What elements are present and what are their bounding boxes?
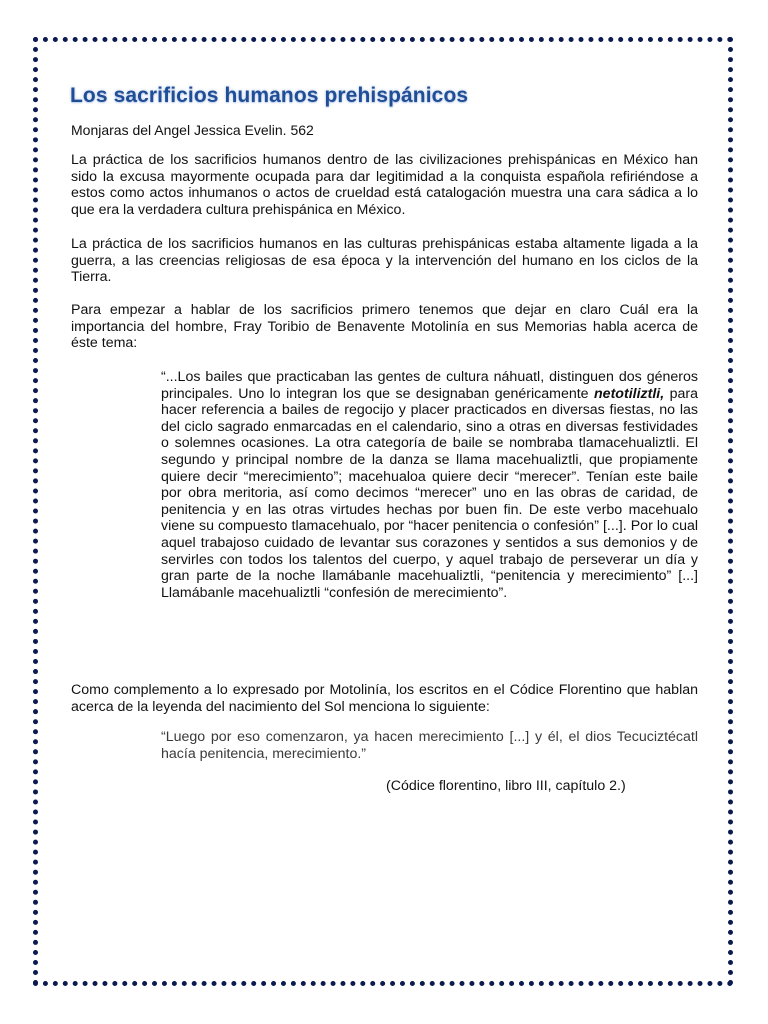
paragraph-war-religion: La práctica de los sacrificios humanos en las culturas prehispánicas estaba altamente ligada a la guerra, a las creencias religiosas de esa época y la intervención del humano en los ciclos de la Tierra. xyxy=(71,236,698,286)
document-title: Los sacrificios humanos prehispánicos xyxy=(70,84,469,107)
author-line: Monjaras del Angel Jessica Evelin. 562 xyxy=(71,122,314,138)
citation-codice: (Códice florentino, libro III, capítulo 2.) xyxy=(386,778,626,794)
paragraph-motolinia: Para empezar a hablar de los sacrificios primero tenemos que dejar en claro Cuál era la importancia del hombre, Fray Toribio de Benavente Motolinía en sus Memorias habla acerca de éste tema: xyxy=(71,302,698,352)
quote-motolinia-part1: “...Los bailes que practicaban las gentes de cultura náhuatl, distinguen dos géneros principales. Uno lo integran los que se designaban genéricamente xyxy=(161,369,698,402)
quote-motolinia xyxy=(161,369,698,601)
quote-emphasis-netotiliztli: netotiliztli, xyxy=(594,385,665,402)
paragraph-intro: La práctica de los sacrificios humanos dentro de las civilizaciones prehispánicas en México han sido la excusa mayormente ocupada para dar legitimidad a la conquista española refiriéndose a estos como actos inhumanos o actos de crueldad está catalogación muestra una cara sádica a lo que era la verdadera cultura prehispánica en México. xyxy=(71,152,698,218)
quote-codice: “Luego por eso comenzaron, ya hacen merecimiento [...] y él, el dios Tecuciztécatl hacía penitencia, merecimiento.” xyxy=(161,729,698,762)
paragraph-codice: Como complemento a lo expresado por Motolinía, los escritos en el Códice Florentino que hablan acerca de la leyenda del nacimiento del Sol menciona lo siguiente: xyxy=(71,682,698,715)
quote-motolinia-part2: para hacer referencia a bailes de regocijo y placer practicados en diversas fiestas, no las del ciclo sagrado enmarcadas en el calendario, sino a otras en diversas festividades o solemnes ocasiones. La otra categoría de baile se nombraba tlamacehualiztli. El segundo y principal nombre de la danza se llama macehualiztli, que propiamente quiere decir “merecimiento”; macehualoa quiere decir “merecer”. Tenían este baile por obra meritoria, así como decimos “merecer” uno en las obras de caridad, de penitencia y en las otras virtudes hechas por buen fin. De este verbo macehualo viene su compuesto tlamacehualo, por “hacer penitencia o confesión” [...]. Por lo cual aquel trabajoso cuidado de levantar sus corazones y sentidos a sus demonios y de servirles con todos los talentos del cuerpo, y aquel trabajo de perseverar un día y gran parte de la noche llamábanle macehualiztli, “penitencia y merecimiento” [...] Llamábanle macehualiztli “confesión de merecimiento”. xyxy=(161,385,699,601)
